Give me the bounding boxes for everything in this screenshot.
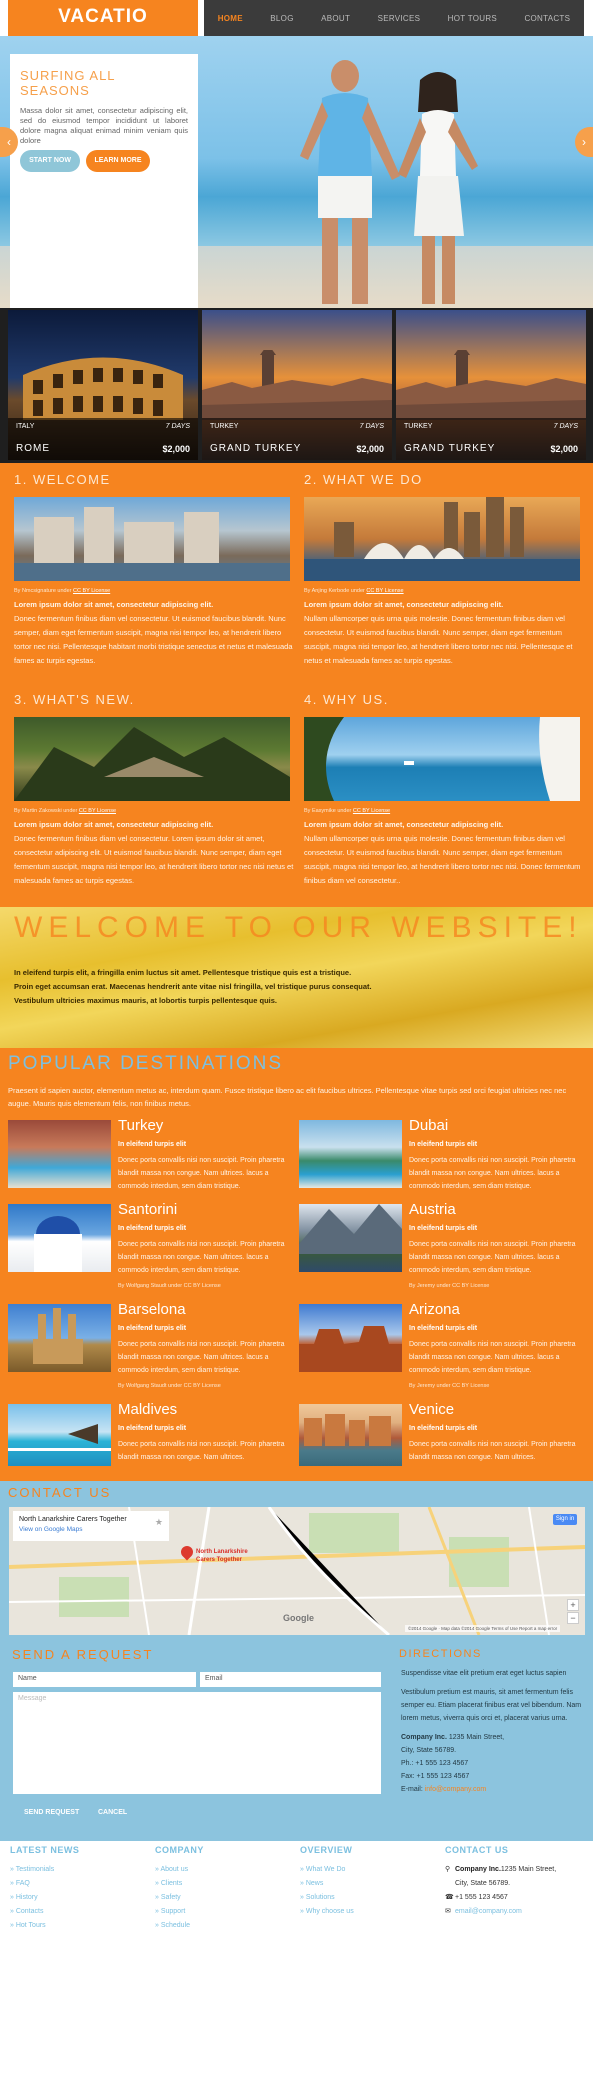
image-credit: By Wolfgang Staudt under CC BY License [118,1383,221,1389]
why-us-image [304,717,580,801]
request-section [0,1642,593,1841]
nav-contacts[interactable]: CONTACTS [524,13,571,23]
tour-days: 7 DAYS [553,423,578,430]
email-field[interactable]: Email [200,1672,381,1687]
footer-link[interactable]: » Clients [155,1880,183,1887]
map-signin-button[interactable]: Sign in [553,1514,577,1525]
tour-card-turkey-2[interactable] [396,310,586,460]
footer-city: City, State 56789. [455,1880,511,1887]
footer-heading: OVERVIEW [300,1845,353,1855]
colosseum-image [18,340,188,420]
tour-country: ITALY [16,423,35,430]
hero-couple-image [260,36,580,308]
tour-price: $2,000 [356,444,384,454]
directions-address: Company Inc. 1235 Main Street, [401,1734,505,1741]
footer-link[interactable]: » Why choose us [300,1908,354,1915]
destination-desc: Donec porta convallis nisi non suscipit. Proin pharetra blandit massa non congue. Nam ultrices. lacus a commodo interdum, sem diam tristique. [409,1157,576,1190]
welcome-image [14,497,290,581]
license-link[interactable]: CC BY License [366,588,404,594]
nav-about[interactable]: ABOUT [321,13,351,23]
destination-desc: Donec porta convallis nisi non suscipit. Proin pharetra blandit massa non congue. Nam ultrices. [409,1441,576,1461]
section-title-whats-new: 3. WHAT'S NEW. [14,692,135,707]
welcome-banner [0,907,593,1048]
slider-next-icon[interactable]: › [575,127,593,157]
tour-name: GRAND TURKEY [210,443,302,454]
view-on-google-maps-link[interactable]: View on Google Maps [19,1526,83,1533]
maldives-image [8,1404,111,1466]
send-request-button[interactable]: SEND REQUEST [24,1809,80,1816]
destination-subtitle: In eleifend turpis elit [409,1225,478,1232]
destination-name: Barselona [118,1301,186,1318]
section-title-welcome: 1. WELCOME [14,472,111,487]
tours-strip [0,308,593,463]
footer-link[interactable]: » Solutions [300,1894,335,1901]
footer-link[interactable]: » Contacts [10,1908,44,1915]
destination-subtitle: In eleifend turpis elit [409,1425,478,1432]
welcome-text: In eleifend turpis elit, a fringilla enim luctus sit amet. Pellentesque tristique quis est a tristique. Proin eget accumsan erat. Maecenas hendrerit ante vitae nisl fringilla, vel tristique purus consequat. Vestibulum ultricies maximus mauris, at lobortis turpis pellentesque quis. [14,968,372,1005]
tour-card-rome[interactable] [8,310,198,460]
license-link[interactable]: CC BY License [73,588,111,594]
santorini-image [8,1204,111,1272]
footer-link[interactable]: » FAQ [10,1880,30,1887]
footer-link[interactable]: » History [10,1894,38,1901]
license-link[interactable]: CC BY License [352,808,391,814]
footer-link[interactable]: » Hot Tours [10,1922,46,1929]
cancel-button[interactable]: CANCEL [98,1809,128,1816]
popular-intro: Praesent id sapien auctor, elementum metus ac, interdum quam. Fusce tristique libero ac elit faucibus ultrices. Pellentesque vitae turpis sed orci feugiat ultricies nec nec augue. Mauris quis elementum felis, non finibus metus. [8,1086,567,1108]
section-body: Lorem ipsum dolor sit amet, consectetur adipiscing elit. Donec fermentum finibus diam vel consectetur. Ut euismod faucibus blandit. Nunc semper, diam eget fermentum suscipit, magna nisi tempor leo, at hendrerit libero tortor nec nisi. Pellentesque habitant morbi tristique senectus et netus et malesuada fames ac turpis egestas. [14,600,293,665]
destination-santorini[interactable] [8,1201,293,1299]
name-field[interactable]: Name [13,1672,196,1687]
phone-icon: ☎ [445,1894,454,1901]
start-now-button[interactable]: START NOW [20,150,80,172]
destination-name: Austria [409,1201,456,1218]
mail-icon: ✉ [445,1908,451,1915]
what-we-do-image [304,497,580,581]
popular-destinations [0,1048,593,1481]
directions-email-link[interactable]: info@company.com [424,1786,487,1793]
tour-caption [202,418,392,460]
footer-link[interactable]: » What We Do [300,1866,346,1873]
location-icon: ⚲ [445,1866,451,1873]
footer-link[interactable]: » Safety [155,1894,181,1901]
map-place-name: North Lanarkshire Carers Together [19,1516,127,1523]
directions-body: Suspendisse vitae elit pretium erat eget luctus sapien Vestibulum pretium est mauris, sit amet fermentum felis semper eu. Etiam placerat finibus erat vel bibendum. Nam lorem metus, viverra quis orci et, placerat varius urna. Company Inc. 1235 Main Street, City, State 56789. Ph.: +1 555 123 4567 Fax: +1 555 123 4567 E-mail: info@company.com [401,1667,586,1796]
map-pin-label: North Lanarkshire Carers Together [196,1549,248,1563]
section-body: Lorem ipsum dolor sit amet, consectetur adipiscing elit. Donec fermentum finibus diam vel consectetur. Lorem ipsum dolor sit amet, consectetur adipiscing elit. Ut euismod faucibus blandit. Nunc semper, diam eget fermentum suscipit, magna nisi tempor leo, at hendrerit libero tortor nec nisi netus et malesuada fames ac turpis egestas. [14,820,294,885]
tour-card-turkey-1[interactable] [202,310,392,460]
destination-name: Dubai [409,1117,449,1134]
destination-name: Arizona [409,1301,460,1318]
destination-subtitle: In eleifend turpis elit [409,1325,478,1332]
footer-address: ⚲ Company Inc.1235 Main Street, [445,1863,593,1877]
google-map[interactable] [9,1507,585,1635]
slider-prev-icon[interactable]: ‹ [0,127,18,157]
directions-text: Vestibulum pretium est mauris, sit amet fermentum felis semper eu. Etiam placerat finibus erat vel bibendum. Nam lorem metus, viverra quis orci et, placerat varius urna. [401,1689,582,1722]
directions-lead: Suspendisse vitae elit pretium erat eget luctus sapien [401,1670,567,1677]
footer-heading: COMPANY [155,1845,204,1855]
image-credit: By Easymike under CC BY License [304,808,391,814]
tour-days: 7 DAYS [359,423,384,430]
section-title-what-we-do: 2. WHAT WE DO [304,472,423,487]
nav-home[interactable]: HOME [217,13,243,23]
site-logo[interactable]: VACATIO [8,0,198,36]
map-attribution: ©2014 Google · Map data ©2014 Google Terms of Use Report a map error [405,1625,560,1632]
destination-desc: Donec porta convallis nisi non suscipit. Proin pharetra blandit massa non congue. Nam ultrices. lacus a commodo interdum, sem diam tristique. [118,1341,285,1374]
main-nav [204,0,584,36]
image-credit: By Martin Zakowski under CC BY License [14,808,117,814]
destination-desc: Donec porta convallis nisi non suscipit. Proin pharetra blandit massa non congue. Nam ultrices. [118,1441,285,1461]
message-field[interactable]: Message [13,1692,381,1794]
footer-link[interactable]: » Support [155,1908,186,1915]
hero-text: Massa dolor sit amet, consectetur adipiscing elit, sed do eiusmod tempor incididunt ut laboret dolore magna aliquat enimad minim veniam quis dolore [20,106,188,145]
footer-col-contact [445,1845,593,1919]
tour-name: GRAND TURKEY [404,443,496,454]
venice-image [299,1404,402,1466]
star-icon[interactable]: ★ [154,1517,163,1527]
destination-austria[interactable] [299,1201,584,1299]
footer-link[interactable]: » About us [155,1866,189,1873]
destination-name: Venice [409,1401,455,1418]
destination-subtitle: In eleifend turpis elit [118,1325,187,1332]
directions-title: DIRECTIONS [399,1648,482,1660]
tour-country: TURKEY [404,423,433,430]
footer-email[interactable]: ✉ email@company.com [445,1905,593,1919]
section-title-why-us: 4. WHY US. [304,692,389,707]
hero-card [10,54,198,308]
image-credit: By Jeremy under CC BY License [409,1283,490,1289]
footer-col-latest-news [10,1845,150,1933]
tour-price: $2,000 [550,444,578,454]
footer-col-overview [300,1845,440,1919]
nav-hot-tours[interactable]: HOT TOURS [447,13,498,23]
destination-subtitle: In eleifend turpis elit [118,1425,187,1432]
footer-heading: CONTACT US [445,1845,509,1855]
nav-services[interactable]: SERVICES [377,13,421,23]
request-title: SEND A REQUEST [12,1647,154,1662]
destination-name: Turkey [118,1117,164,1134]
turkey-image [8,1120,111,1188]
learn-more-button[interactable]: LEARN MORE [86,150,150,172]
barselona-image [8,1304,111,1372]
welcome-title: WELCOME TO OUR WEBSITE! [14,911,583,944]
tour-price: $2,000 [162,444,190,454]
footer-link[interactable]: » Testimonials [10,1866,55,1873]
arizona-image [299,1304,402,1372]
footer-heading: LATEST NEWS [10,1845,80,1855]
footer-link[interactable]: » Schedule [155,1922,191,1929]
whats-new-image [14,717,290,801]
destination-desc: Donec porta convallis nisi non suscipit. Proin pharetra blandit massa non congue. Nam ultrices. lacus a commodo interdum, sem diam tristique. [118,1157,285,1190]
section-body: Lorem ipsum dolor sit amet, consectetur adipiscing elit. Nullam ullamcorper quis urna quis molestie. Donec fermentum finibus diam vel consectetur. Ut euismod faucibus blandit. Nunc semper, diam eget fermentum suscipit, magna nisi tempor leo, at hendrerit libero tortor nec nisi. Donec fermentum finibus diam vel consectetur.. [304,820,581,885]
tour-name: ROME [16,443,50,454]
destination-name: Maldives [118,1401,178,1418]
austria-image [299,1204,402,1272]
destination-subtitle: In eleifend turpis elit [118,1141,187,1148]
tour-caption [8,418,198,460]
dubai-image [299,1120,402,1188]
destination-barselona[interactable] [8,1301,293,1399]
destination-subtitle: In eleifend turpis elit [409,1141,478,1148]
destination-subtitle: In eleifend turpis elit [118,1225,187,1232]
image-credit: By Anjing Kerbode under CC BY License [304,588,404,594]
destination-desc: Donec porta convallis nisi non suscipit. Proin pharetra blandit massa non congue. Nam ultrices. lacus a commodo interdum, sem diam tristique. [118,1241,285,1274]
tour-country: TURKEY [210,423,239,430]
tour-days: 7 DAYS [165,423,190,430]
zoom-out-icon[interactable]: − [567,1612,579,1624]
footer-phone: ☎+1 555 123 4567 [445,1891,593,1905]
image-credit: By Jeremy under CC BY License [409,1383,490,1389]
nav-blog[interactable]: BLOG [270,13,294,23]
section-body: Lorem ipsum dolor sit amet, consectetur adipiscing elit. Nullam ullamcorper quis urna quis molestie. Donec fermentum finibus diam vel consectetur. Ut euismod faucibus blandit. Nunc semper, diam eget fermentum suscipit, magna nisi tempor leo, at hendrerit libero tortor nec nisi. Pellentesque et netus et malesuada fames ac turpis egestas. [304,600,573,665]
footer-col-company [155,1845,295,1933]
contact-title: CONTACT US [8,1485,112,1500]
image-credit: By Nmcsignature under CC BY License [14,588,111,594]
istanbul-image [396,350,586,420]
popular-title: POPULAR DESTINATIONS [8,1053,284,1074]
footer-link[interactable]: » News [300,1880,324,1887]
features-section [0,463,593,907]
footer [0,1841,593,1971]
hero-title: SURFING ALL SEASONS [20,68,116,98]
destination-desc: Donec porta convallis nisi non suscipit. Proin pharetra blandit massa non congue. Nam ultrices. lacus a commodo interdum, sem diam tristique. [409,1241,576,1274]
contact-section [0,1481,593,1642]
license-link[interactable]: CC BY License [78,808,117,814]
zoom-in-icon[interactable]: + [567,1599,579,1611]
map-place-card [13,1511,169,1541]
istanbul-image [202,350,392,420]
google-logo: Google [283,1613,314,1623]
image-credit: By Wolfgang Staudt under CC BY License [118,1283,221,1289]
tour-caption [396,418,586,460]
destination-name: Santorini [118,1201,178,1218]
destination-desc: Donec porta convallis nisi non suscipit. Proin pharetra blandit massa non congue. Nam ultrices. lacus a commodo interdum, sem diam tristique. [409,1341,576,1374]
destination-arizona[interactable] [299,1301,584,1399]
